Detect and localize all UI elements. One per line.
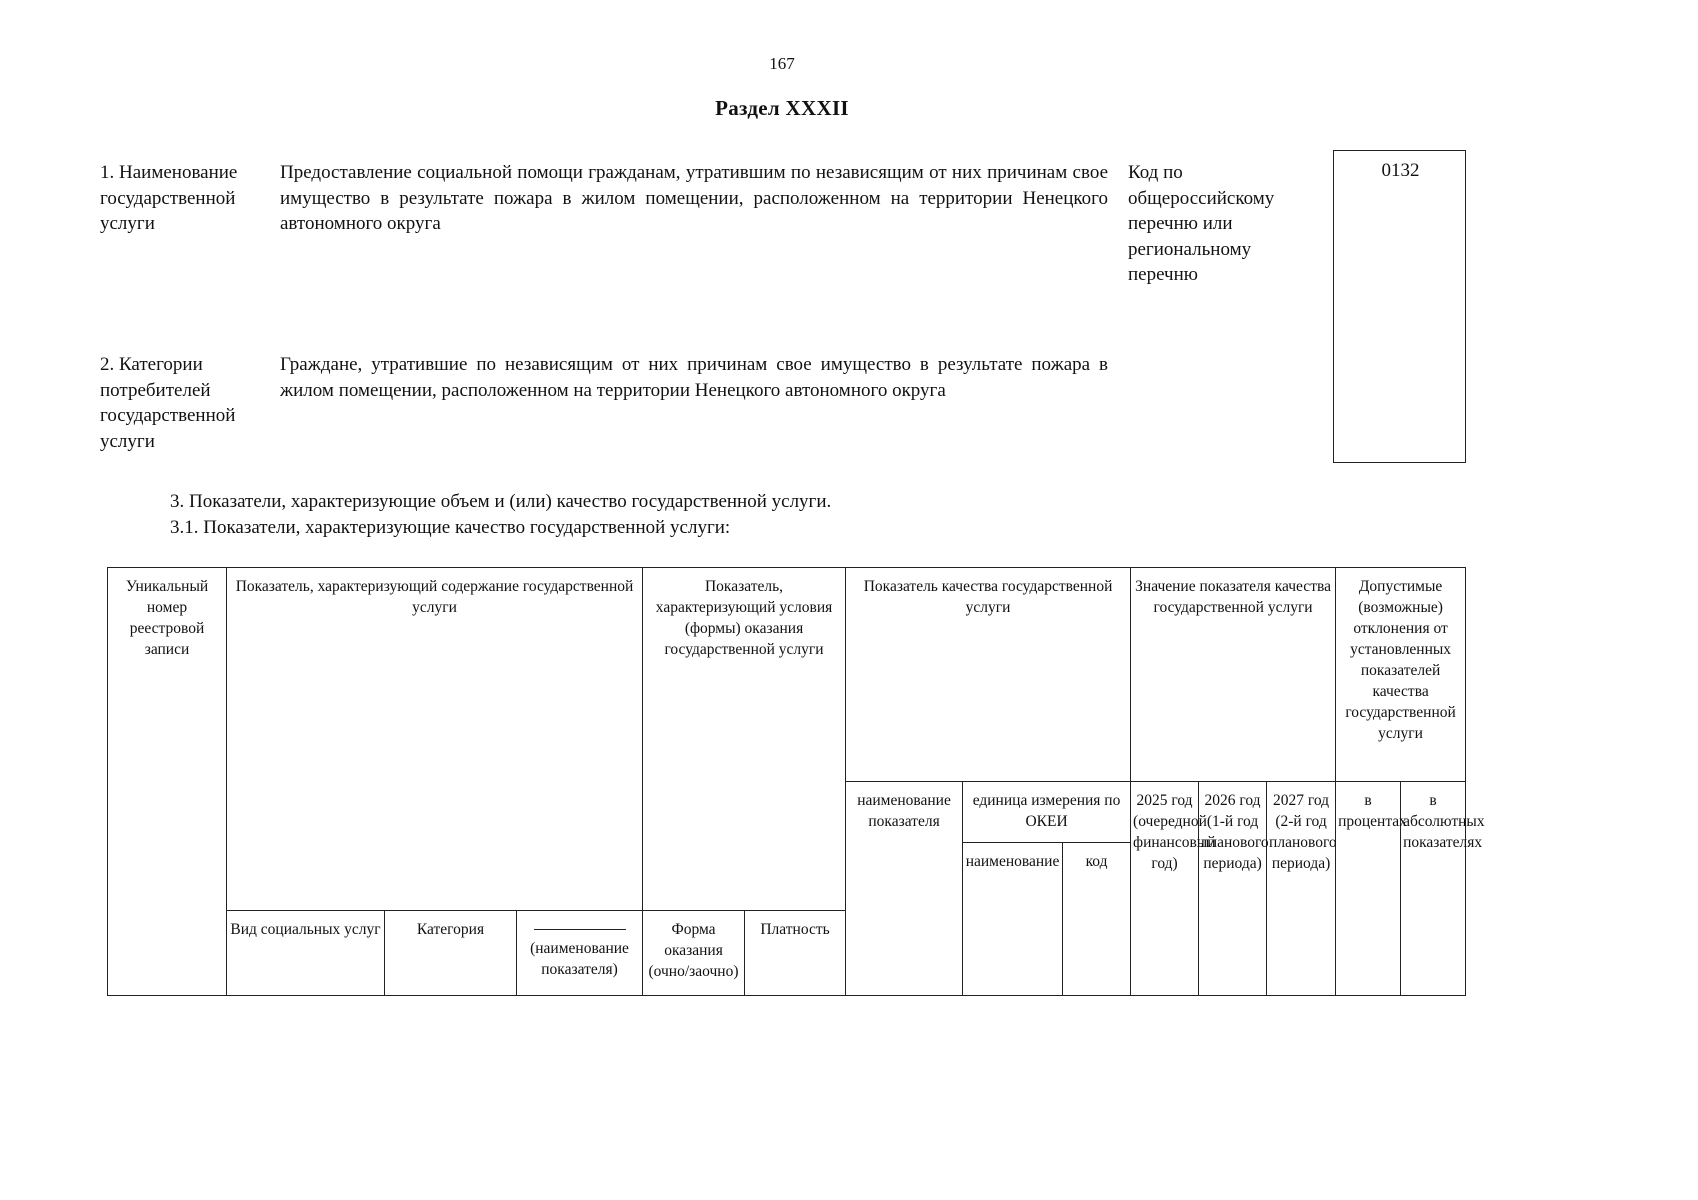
- header-service-conditions: Показатель, характеризующий условия (формы) оказания государственной услуги: [643, 568, 846, 911]
- quality-indicators-table: [107, 567, 1485, 996]
- indicators-heading: 3. Показатели, характеризующие объем и (или) качество государственной услуги.: [170, 491, 832, 512]
- header-service-content: Показатель, характеризующий содержание государственной услуги: [227, 568, 643, 911]
- header-indicator-blank: [517, 911, 643, 996]
- header-okei-name: наименование: [963, 843, 1063, 996]
- header-deviation-percent: в процентах: [1336, 782, 1401, 996]
- header-year-2025: 2025 год (очередной финансовый год): [1131, 782, 1199, 996]
- service-name-label: 1. Наименование государственной услуги: [100, 162, 238, 234]
- header-year-2027: 2027 год (2-й год планового периода): [1267, 782, 1336, 996]
- header-indicator-blank-label: (наименование показателя): [530, 940, 629, 978]
- header-deviation-absolute: в абсолютных показателях: [1401, 782, 1466, 996]
- header-social-service-type: Вид социальных услуг: [227, 911, 385, 996]
- blank-underline: [534, 915, 626, 930]
- header-service-form: Форма оказания (очно/заочно): [643, 911, 745, 996]
- header-quality-indicator: Показатель качества государственной услуги: [846, 568, 1131, 782]
- header-payment: Платность: [745, 911, 846, 996]
- registry-code-value: 0132: [1381, 160, 1420, 181]
- consumer-categories-label: 2. Категории потребителей государственной услуги: [100, 354, 236, 452]
- header-okei-code: код: [1063, 843, 1131, 996]
- quality-indicators-heading: 3.1. Показатели, характеризующие качество государственной услуги:: [170, 517, 731, 538]
- header-year-2026: 2026 год (1-й год планового периода): [1199, 782, 1267, 996]
- section-title: Раздел XXXII: [715, 96, 849, 120]
- header-okei-unit: единица измерения по ОКЕИ: [963, 782, 1131, 843]
- registry-code-box: [1333, 150, 1466, 463]
- header-category: Категория: [385, 911, 517, 996]
- header-allowed-deviation: Допустимые (возможные) отклонения от установленных показателей качества государственной услуги: [1336, 568, 1466, 782]
- header-indicator-name: наименование показателя: [846, 782, 963, 996]
- header-unique-number: Уникальный номер реестровой записи: [108, 568, 227, 996]
- registry-code-label: Код по общероссийскому перечню или региональному перечню: [1128, 162, 1275, 285]
- consumer-categories-text: Граждане, утратившие по независящим от них причинам свое имущество в результате пожара в жилом помещении, расположенном на территории Ненецкого автономного округа: [280, 354, 1108, 401]
- service-name-text: Предоставление социальной помощи гражданам, утратившим по независящим от них причинам свое имущество в результате пожара в жилом помещении, расположенном на территории Ненецкого автономного округа: [280, 162, 1108, 234]
- page-number: 167: [769, 54, 795, 73]
- header-indicator-value: Значение показателя качества государственной услуги: [1131, 568, 1336, 782]
